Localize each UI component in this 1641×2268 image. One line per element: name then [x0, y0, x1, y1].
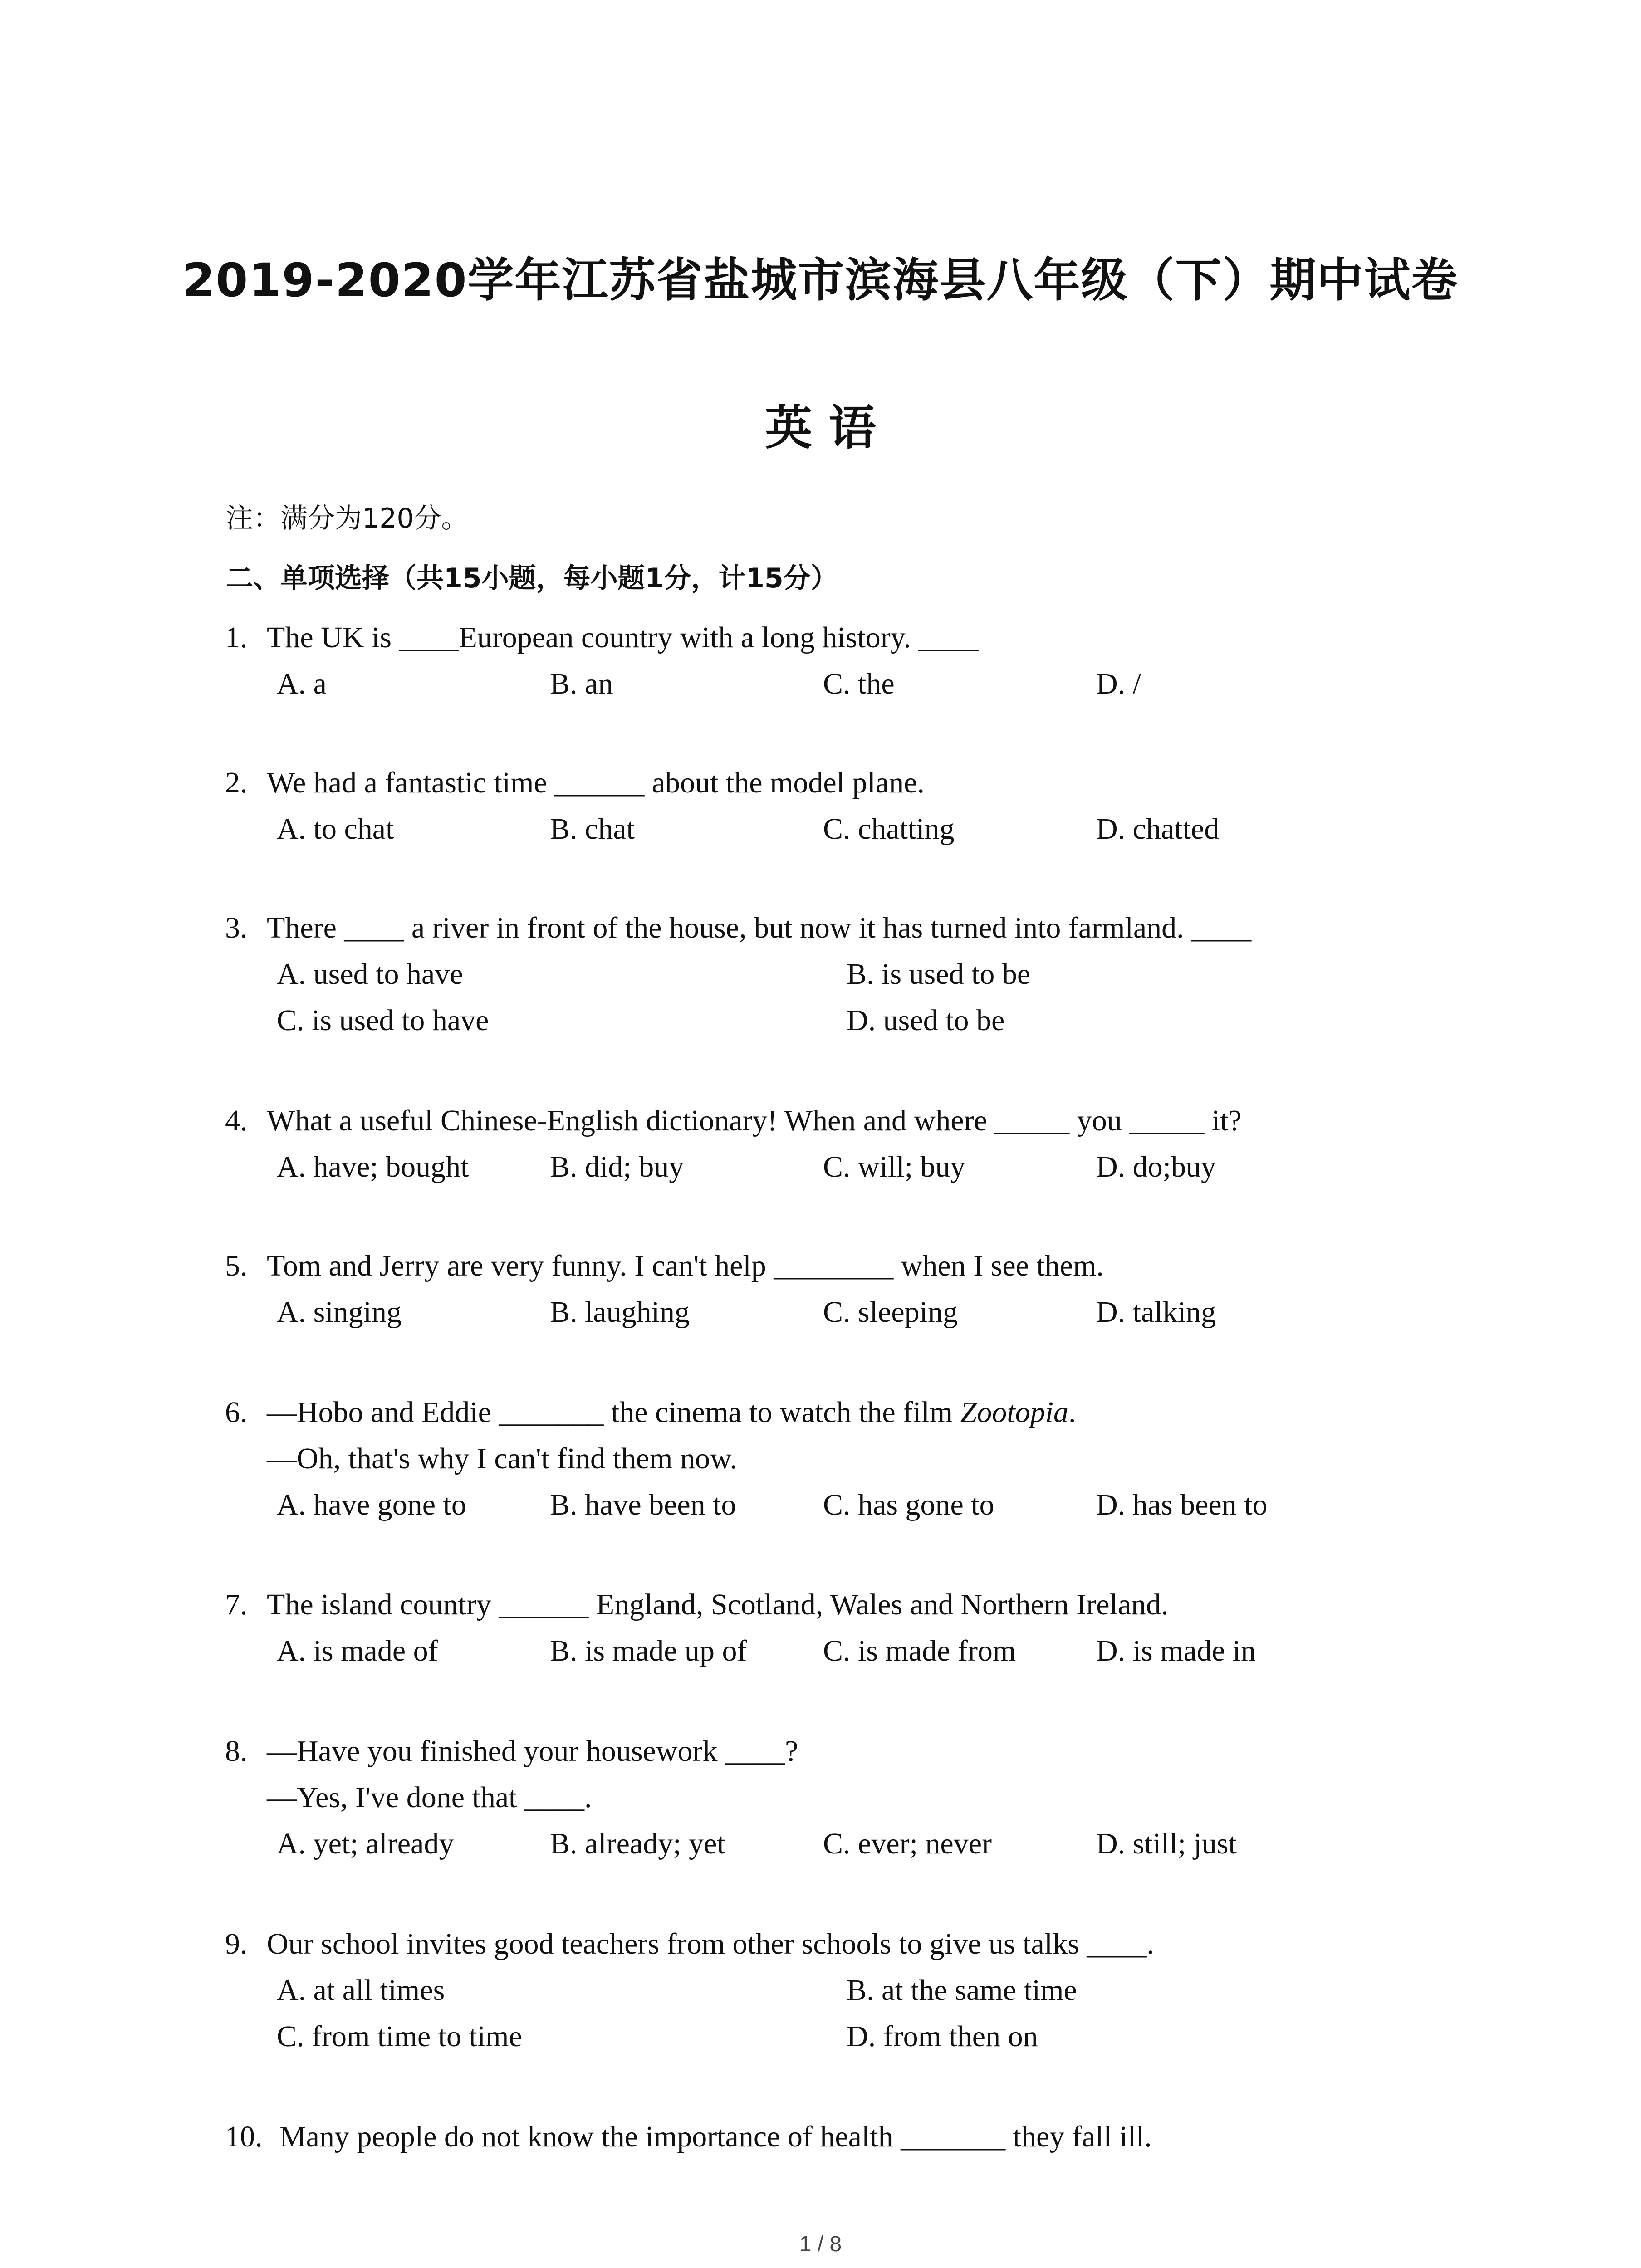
option-c: C. ever; never [823, 1827, 992, 1860]
option-d: D. has been to [1096, 1488, 1268, 1521]
question-stem: Our school invites good teachers from other schools to give us talks ____. [267, 1927, 1154, 1960]
question-stem: The island country ______ England, Scotland, Wales and Northern Ireland. [267, 1588, 1169, 1621]
question-number: 3. [225, 911, 248, 944]
option-c: C. will; buy [823, 1150, 965, 1183]
question-stem-line-2: —Yes, I've done that ____. [267, 1781, 592, 1814]
stem-text: —Hobo and Eddie _______ the cinema to watch the film [267, 1396, 960, 1429]
question-number: 10. [225, 2120, 263, 2153]
option-d: D. do;buy [1096, 1150, 1216, 1183]
page-number: 1 / 8 [799, 2232, 842, 2256]
exam-title: 2019-2020学年江苏省盐城市滨海县八年级（下）期中试卷 [182, 254, 1459, 308]
question-number: 6. [225, 1396, 248, 1429]
option-b: B. did; buy [550, 1150, 684, 1183]
question-number: 4. [225, 1104, 248, 1137]
option-d: D. used to be [847, 1004, 1005, 1037]
option-c: C. is made from [823, 1634, 1016, 1667]
option-a: A. have; bought [277, 1150, 469, 1183]
question-number: 9. [225, 1927, 248, 1960]
question-number: 5. [225, 1249, 248, 1282]
question-stem: What a useful Chinese-English dictionary! When and where _____ you _____ it? [267, 1104, 1242, 1137]
subject-heading: 英 语 [765, 400, 876, 455]
option-d: D. still; just [1096, 1827, 1237, 1860]
option-d: D. from then on [847, 2020, 1038, 2053]
question-1 [225, 615, 1450, 707]
option-c: C. sleeping [823, 1295, 958, 1329]
question-number: 7. [225, 1588, 248, 1621]
option-b: B. have been to [550, 1488, 736, 1521]
option-a: A. to chat [277, 812, 394, 846]
option-d: D. is made in [1096, 1634, 1256, 1667]
question-4 [225, 1098, 1450, 1190]
option-b: B. is used to be [847, 958, 1031, 991]
score-note: 注：满分为120分。 [226, 503, 469, 534]
question-stem: We had a fantastic time ______ about the model plane. [267, 766, 925, 799]
option-a: A. is made of [277, 1634, 438, 1667]
question-stem: Many people do not know the importance of health _______ they fall ill. [279, 2120, 1152, 2153]
option-d: D. / [1096, 667, 1141, 700]
question-9 [225, 1921, 1450, 2060]
question-7 [225, 1582, 1450, 1674]
question-number: 8. [225, 1735, 248, 1768]
section-heading: 二、单项选择（共15小题，每小题1分，计15分） [226, 562, 838, 594]
question-6 [225, 1389, 1450, 1528]
option-c: C. has gone to [823, 1488, 994, 1521]
question-number: 2. [225, 766, 248, 799]
question-5 [225, 1243, 1450, 1335]
question-stem: The UK is ____European country with a long history. ____ [267, 621, 979, 654]
option-a: A. singing [277, 1295, 402, 1329]
option-a: A. yet; already [277, 1827, 454, 1860]
option-d: D. talking [1096, 1295, 1216, 1329]
option-b: B. laughing [550, 1295, 690, 1329]
option-a: A. have gone to [277, 1488, 466, 1521]
option-b: B. is made up of [550, 1634, 747, 1667]
option-c: C. chatting [823, 812, 955, 846]
option-d: D. chatted [1096, 812, 1220, 846]
question-stem: —Have you finished your housework ____? [267, 1735, 798, 1768]
option-c: C. from time to time [277, 2020, 522, 2053]
question-10 [225, 2114, 1450, 2160]
option-c: C. the [823, 667, 895, 700]
option-c: C. is used to have [277, 1004, 489, 1037]
option-a: A. a [277, 667, 327, 700]
question-8 [225, 1728, 1450, 1867]
question-3 [225, 905, 1450, 1044]
option-a: A. at all times [277, 1974, 445, 2007]
question-stem [267, 1389, 1076, 1436]
question-number: 1. [225, 621, 248, 654]
film-title: Zootopia [960, 1396, 1069, 1429]
question-stem-line-2: —Oh, that's why I can't find them now. [267, 1442, 737, 1475]
stem-text-end: . [1068, 1396, 1076, 1429]
option-b: B. at the same time [847, 1974, 1077, 2007]
question-stem: There ____ a river in front of the house, but now it has turned into farmland. ____ [267, 911, 1252, 944]
option-a: A. used to have [277, 958, 463, 991]
option-b: B. already; yet [550, 1827, 725, 1860]
question-stem: Tom and Jerry are very funny. I can't help ________ when I see them. [267, 1249, 1104, 1282]
option-b: B. an [550, 667, 613, 700]
option-b: B. chat [550, 812, 635, 846]
question-2 [225, 760, 1450, 852]
